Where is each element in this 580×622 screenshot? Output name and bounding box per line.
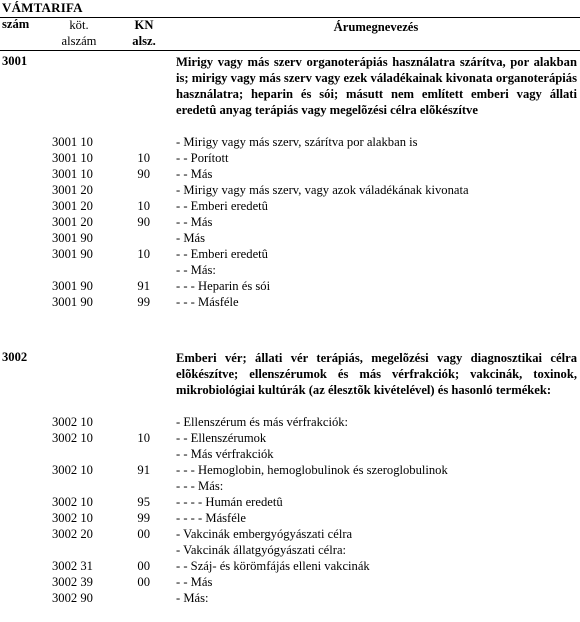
description-cell: - - Más <box>176 167 213 181</box>
kn-alsz-cell: 10 <box>137 431 150 445</box>
table-row <box>0 431 580 447</box>
kot-alszam-cell: 3001 90 <box>52 231 93 245</box>
description-cell: - Vakcinák embergyógyászati célra <box>176 527 353 541</box>
column-header-arumegnevezes: Árumegnevezés <box>333 20 419 34</box>
page-title: VÁMTARIFA <box>2 0 83 15</box>
table-row <box>0 279 580 295</box>
table-row <box>0 415 580 431</box>
kot-alszam-cell: 3001 10 <box>52 167 93 181</box>
description-cell: - - Porított <box>176 151 229 165</box>
column-header-kn-line1: KN <box>134 18 154 32</box>
table-row <box>0 527 580 543</box>
table-row <box>0 199 580 215</box>
table-row <box>0 559 580 575</box>
kn-alsz-cell: 10 <box>137 247 150 261</box>
table-row <box>0 183 580 199</box>
table-row <box>0 231 580 247</box>
description-cell: - Más: <box>176 591 209 605</box>
description-cell: - - Emberi eredetû <box>176 199 268 213</box>
description-cell: - - Más vérfrakciók <box>176 447 274 461</box>
kot-alszam-cell: 3001 90 <box>52 247 93 261</box>
kn-alsz-cell: 90 <box>137 215 150 229</box>
kn-alsz-cell: 10 <box>137 199 150 213</box>
section-number: 3001 <box>2 54 28 68</box>
kn-alsz-cell: 00 <box>137 559 150 573</box>
table-row <box>0 511 580 527</box>
description-cell: - Vakcinák állatgyógyászati célra: <box>176 543 347 557</box>
description-cell: - - - Más: <box>176 479 224 493</box>
table-row <box>0 247 580 263</box>
table-row <box>0 543 580 559</box>
description-cell: - Mirigy vagy más szerv, szárítva por alakban is <box>176 135 418 149</box>
table-row <box>0 575 580 591</box>
kot-alszam-cell: 3002 10 <box>52 511 93 525</box>
description-cell: - - - Heparin és sói <box>176 279 271 293</box>
kot-alszam-cell: 3002 20 <box>52 527 93 541</box>
kot-alszam-cell: 3001 90 <box>52 295 93 309</box>
column-header-kot <box>48 17 110 49</box>
description-cell: - - Emberi eredetû <box>176 247 268 261</box>
section-heading: Emberi vér; állati vér terápiás, megelõzési vagy diagnosztikai célra elõkészítve; ellenszérumok és más vérfrakciók; vakcinák, toxinok, mikrobiológiai kultúrák (az élesztõk kivételével) és hasonló termékek: <box>176 351 577 397</box>
section-heading: Mirigy vagy más szerv organoterápiás használatra szárítva, por alakban is; mirigy vagy más szerv vagy ezek váladékainak kivonata organoterápiás használatra; heparin és sói; másutt nem említett emberi vagy állati eredetû anyag terápiás vagy megelõzési célra elõkészítve <box>176 55 577 117</box>
description-cell: - - Más: <box>176 263 216 277</box>
description-cell: - Ellenszérum és más vérfrakciók: <box>176 415 349 429</box>
table-row <box>0 151 580 167</box>
kn-alsz-cell: 00 <box>137 575 150 589</box>
table-row <box>0 295 580 311</box>
kot-alszam-cell: 3002 10 <box>52 495 93 509</box>
kn-alsz-cell: 91 <box>137 463 150 477</box>
kn-alsz-cell: 10 <box>137 151 150 165</box>
table-row <box>0 463 580 479</box>
column-header-kot-line1: köt. <box>69 18 89 32</box>
kn-alsz-cell: 95 <box>137 495 150 509</box>
kot-alszam-cell: 3002 39 <box>52 575 93 589</box>
description-cell: - - Száj- és körömfájás elleni vakcinák <box>176 559 370 573</box>
description-cell: - Más <box>176 231 206 245</box>
table-row <box>0 263 580 279</box>
table-row <box>0 447 580 463</box>
description-cell: - - - - Humán eredetû <box>176 495 283 509</box>
column-header-kn-line2: alsz. <box>132 34 156 48</box>
description-cell: - - Ellenszérumok <box>176 431 267 445</box>
kot-alszam-cell: 3001 20 <box>52 199 93 213</box>
table-row <box>0 479 580 495</box>
description-cell: - - - Hemoglobin, hemoglobulinok és szeroglobulinok <box>176 463 448 477</box>
kn-alsz-cell: 90 <box>137 167 150 181</box>
column-header-szam: szám <box>2 17 30 31</box>
kot-alszam-cell: 3001 10 <box>52 151 93 165</box>
description-cell: - - Más <box>176 575 213 589</box>
table-row <box>0 215 580 231</box>
header-bottom-rule <box>0 50 580 51</box>
section-number: 3002 <box>2 350 28 364</box>
kot-alszam-cell: 3002 10 <box>52 463 93 477</box>
table-row <box>0 135 580 151</box>
kot-alszam-cell: 3002 31 <box>52 559 93 573</box>
kn-alsz-cell: 00 <box>137 527 150 541</box>
column-header-kot-line2: alszám <box>61 34 97 48</box>
table-row <box>0 591 580 607</box>
kn-alsz-cell: 91 <box>137 279 150 293</box>
table-row <box>0 495 580 511</box>
kot-alszam-cell: 3002 10 <box>52 431 93 445</box>
description-cell: - - - Másféle <box>176 295 239 309</box>
column-header-kn <box>124 17 164 49</box>
kot-alszam-cell: 3002 10 <box>52 415 93 429</box>
kn-alsz-cell: 99 <box>137 295 150 309</box>
kot-alszam-cell: 3001 20 <box>52 183 93 197</box>
description-cell: - - Más <box>176 215 213 229</box>
description-cell: - Mirigy vagy más szerv, vagy azok váladékának kivonata <box>176 183 469 197</box>
table-row <box>0 167 580 183</box>
kot-alszam-cell: 3002 90 <box>52 591 93 605</box>
description-cell: - - - - Másféle <box>176 511 246 525</box>
kot-alszam-cell: 3001 10 <box>52 135 93 149</box>
kn-alsz-cell: 99 <box>137 511 150 525</box>
kot-alszam-cell: 3001 90 <box>52 279 93 293</box>
kot-alszam-cell: 3001 20 <box>52 215 93 229</box>
